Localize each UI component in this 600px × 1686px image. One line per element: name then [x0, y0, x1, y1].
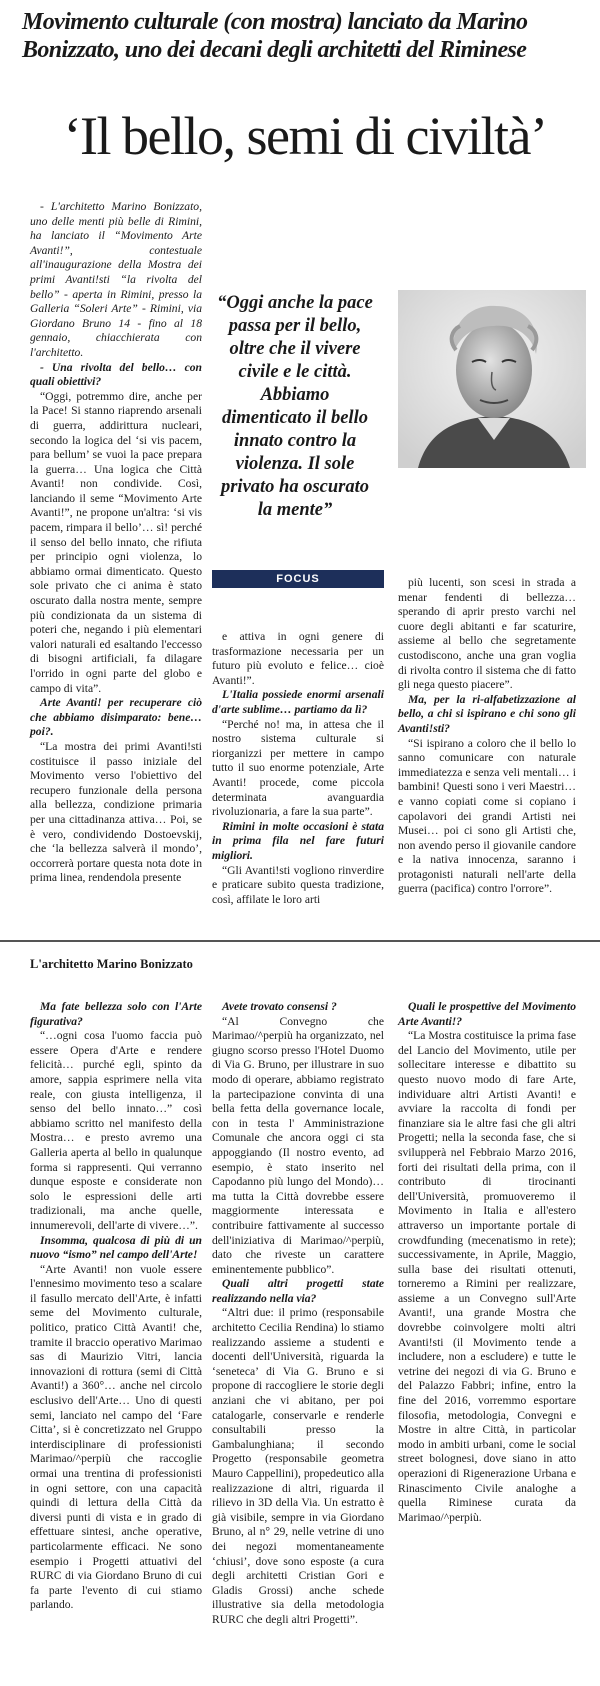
portrait-photo — [398, 290, 586, 468]
interview-question: - Una rivolta del bello… con quali obiettivi? — [30, 360, 202, 389]
interview-question: Ma, per la ri-alfabetizzazione al bello, a chi si ispirano e chi sono gli Avanti!sti? — [398, 692, 576, 735]
article-kicker: Movimento culturale (con mostra) lanciato da Marino Bonizzato, uno dei decani degli architetti del Riminese — [22, 9, 528, 63]
paragraph: “Oggi, potremmo dire, anche per la Pace! Si stanno riaprendo arsenali di guerra, addirittura nucleari, secondo la logica del ‘si vis pacem, para bellum’ se vuoi la pace prepara la guerra… Una logica che Città Avanti! non condivide. Così, lanciando il seme “Movimento Arte Avanti!”, ne propone un'altra: ‘si vis pacem, rimpara il bello’… sì! perché il senso del bello innato, che rifiuta per principio ogni violenza, lo abbiamo ormai dimenticato. Questo sole privato che ci anima è stato oscurato dalla nostra mente, sempre più condizionata da un sistema di poteri che, negando i più elementari valori naturali ed esaltando l'eccesso di bisogni artificiali, fa dilagare l'orrido in ogni parte del globo e campo di vita”. — [30, 389, 202, 695]
section-divider — [0, 940, 600, 942]
interview-question: Quali le prospettive del Movimento Arte Avanti!? — [398, 1000, 576, 1028]
interview-question: Avete trovato consensi ? — [222, 1000, 337, 1013]
top-column-2 — [212, 630, 384, 907]
paragraph: “Gli Avanti!sti vogliono rinverdire e praticare subito questa tradizione, così, affilate le loro arti — [212, 863, 384, 906]
paragraph: “Arte Avanti! non vuole essere l'ennesimo movimento teso a scalare il fasullo mercato dell'Arte, è infatti seme del Movimento culturale, politico, pratico Città Avanti! che, tramite il braccio operativo Marimao sas di Maurizio Vitri, lancia innovazioni di rottura (semi di Città Avanti!) a 360°… anche nel circolo esclusivo dell'Arte… Uno di questi semi, lanciato nel campo del ‘Fare Citta’, si è concretizzato nel Gruppo interdisciplinare di professionisti Marimao/^perpiù che raccoglie ormai una trentina di professionisti in ogni settore, con una capacità quindi di lettura della Città da diversi punti di vista e in grado di effettuare sintesi, anche operative, particolarmente efficaci. Ne sono esempio i Progetti attuativi del RURC di via Giordano Bruno di cui fa parte l'evento di cui stiamo parlando. — [30, 1262, 202, 1612]
top-column-1 — [30, 200, 202, 886]
paragraph: e attiva in ogni genere di trasformazione necessaria per un futuro più evoluto e felice… cioè Avanti!”. — [212, 630, 384, 687]
paragraph: “La Mostra costituisce la prima fase del Lancio del Movimento, utile per sollecitare interesse e dibattito su questo nuovo modo di fare Arte, individuare altri Artisti Avanti! e avviare la raccolta di fondi per finanziare sia le altre fasi che gli altri Progetti; nella la seconda fase, che si svilupperà nel Febbraio Marzo 2016, forti dei risultati della prima, con il contributo di tirocinanti dell'Università, promuoveremo il Movimento in Italia e all'estero attraverso un importante portale di crowdfunding (mecenatismo in rete); successivamente, in Aprile, Maggio, sulla base dei risultati ottenuti, torneremo a Rimini per realizzare, assieme a un Convegno sull'Arte Avanti!, una grande Mostra che dovrebbe coinvolgere molti altri Avanti!sti (il Movimento tende a includere, non a escludere) e tutte le vetrine dei negozi di via G. Bruno e del Palazzo Fabbri; infine, entro la fine del 2016, vorremmo esportare filosofia, metodologia, Convegni e Mostre in altre Città, in particolar modo in ambiti urbani, come le social street bolognesi, dove siano in atto operazioni di Rigenerazione Urbana e Rinascimento Civile analoghe a quella Riminese curata da Marimao/^perpiù. — [398, 1029, 576, 1524]
interview-question: Quali altri progetti state realizzando nella via? — [212, 1277, 384, 1305]
paragraph: “Al Convegno che Marimao/^perpiù ha organizzato, nel giugno scorso presso l'Hotel Duomo di Via G. Bruno, per illustrare in suo modo di operare, abbiamo registrato la partecipazione convinta di una bella fetta della governance locale, con in testa l' Amministrazione Comunale che ancora oggi ci sta appoggiando (Il nostro evento, ad esempio, è stato inserito nel Capodanno più lungo del Mondo)… ma tutta la Città dovrebbe essere maggiormente interessata e contribuire fattivamente al successo dell'iniziativa di Marimao/^perpiù, dato che riveste un carattere eminentemente pubblico”. — [212, 1014, 384, 1276]
bottom-column-2 — [212, 1000, 384, 1628]
paragraph: “Altri due: il primo (responsabile architetto Cecilia Rendina) lo stiamo realizzando assieme a studenti e docenti dell'Università, riguarda la ‘seneteca’ di Via G. Bruno e si propone di raccogliere le storie degli anziani che vi abitano, per poi catalogarle, conservarle e renderle consultabili presso la Gambalunghiana; il secondo Progetto (responsabile geometra Mauro Cappellini), propedeutico alla realizzazione di altri, riguarda il rilievo in 3D della Via. Un estratto è già visibile, sempre in via Giordano Bruno, al n° 29, nelle vetrine di uno dei negozi momentaneamente ‘chiusi’, dove sono esposte (a cura degli architetti Cristian Gori e Gladis Grossi) anche schede illustrative sia della metodologia RURC che degli altri Progetti”. — [212, 1306, 384, 1626]
interview-question: Arte Avanti! per recuperare ciò che abbiamo disimparato: bene… poi?. — [30, 696, 202, 739]
photo-caption: L'architetto Marino Bonizzato — [30, 957, 193, 971]
paragraph: “Perché no! ma, in attesa che il nostro sistema culturale si riorganizzi per mettere in campo tutto il suo enorme potenziale, Arte Avanti! procede, come piccola determinata avanguardia rivoluzionaria, a fare la sua parte”. — [212, 717, 384, 819]
focus-label: FOCUS — [212, 570, 384, 588]
interview-question: Rimini in molte occasioni è stata in prima fila nel fare futuri migliori. — [212, 819, 384, 862]
interview-question: Insomma, qualcosa di più di un nuovo “ismo” nel campo dell'Arte! — [30, 1233, 202, 1262]
paragraph: “…ogni cosa l'uomo faccia può essere Opera d'Arte e rendere felicità… purché egli, spinto da amore, sappia esprimere nella vita reale, con giusta intelligenza, il senso del bello innato…” così abbiamo scritto nel manifesto della Mostra… e presto avremo una Galleria aperta al bello in qualunque forma si rappresenti. Qui verranno dunque esposte e considerate non solo le espressioni delle arti tradizionali, ma anche quelle, innumerevoli, dell'arte di vivere…”. — [30, 1029, 202, 1232]
paragraph: più lucenti, son scesi in strada a menar fendenti di bellezza… sperando di aprir presto varchi nel cuore degli abitanti e far scaturire, assieme al bello che segretamente custodiscono, anche una gran voglia di rivolta contro il sistema che di fatto gli nega questo piacere”. — [398, 576, 576, 692]
bottom-column-1 — [30, 1000, 202, 1613]
pull-quote: “Oggi anche la pace passa per il bello, oltre che il vivere civile e le città. Abbiamo dimenticato il bello innato contro la violenza. Il sole privato ha oscurato la mente” — [217, 293, 373, 520]
article-headline: ‘Il bello, semi di civiltà’ — [63, 106, 547, 166]
paragraph: - L'architetto Marino Bonizzato, uno delle menti più belle di Rimini, ha lanciato il “Movimento Arte Avanti!”, contestuale all'inaugurazione della Mostra dei primi Avanti!sti “la rivolta del bello” - aperta in Rimini, presso la Galleria “Soleri Arte” - Rimini, via Giordano Bruno 14 - fino al 18 gennaio, chiacchierata con l'architetto. — [30, 200, 202, 359]
interview-question: Ma fate bellezza solo con l'Arte figurativa? — [30, 1000, 202, 1028]
bottom-column-3 — [398, 1000, 576, 1525]
top-column-3 — [398, 576, 576, 897]
paragraph: “La mostra dei primi Avanti!sti costituisce il passo iniziale del Movimento verso l'obiettivo del recupero funzionale della persona alla bellezza, condizione primaria per una cittadinanza attiva… Poi, se è vero, condividendo Dostoevskij, che ‘la bellezza salverà il mondo’, occorrerà portare questa nota dote in prima linea, rendendola presente — [30, 739, 202, 885]
paragraph: “Si ispirano a coloro che il bello lo sanno comunicare con naturale immediatezza e senza veli mentali… i bambini! Questi sono i veri Maestri… e vanno copiati come si copiano i capolavori dei grandi Artisti nei Musei… poi ci sono gli Artisti che, non avendo perso il giovanile candore e la nativa innocenza, saranno i protagonisti naturali nell'arte della guerra (pacifica) contro l'orrore”. — [398, 736, 576, 896]
interview-question: L'Italia possiede enormi arsenali d'arte sublime… partiamo da lì? — [212, 688, 384, 716]
